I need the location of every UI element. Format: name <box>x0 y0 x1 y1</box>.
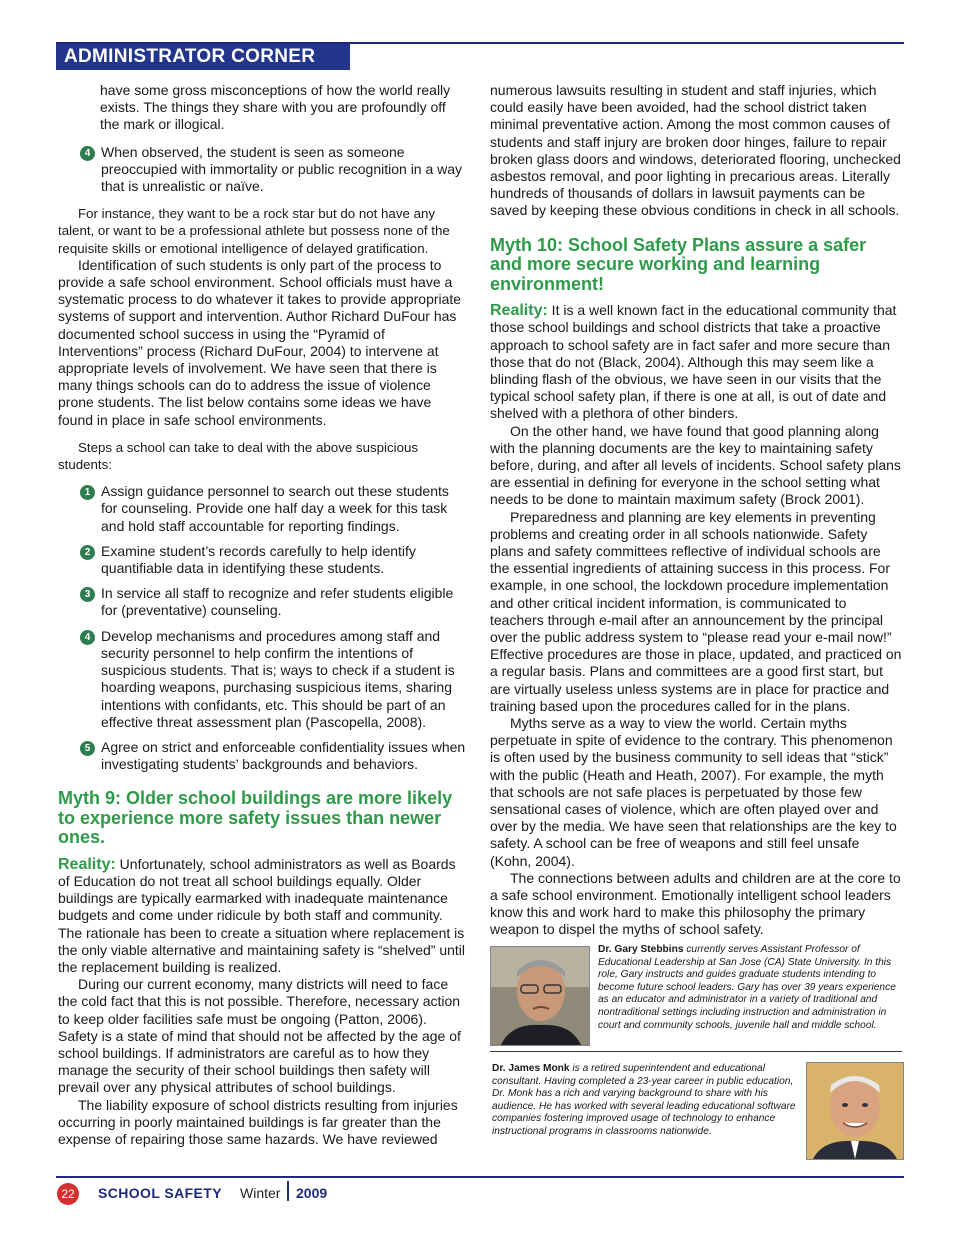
reality-text: It is a well known fact in the educational community that those school buildings and school districts that take a proactive approach to school safety are in fact safer and more secure than those that do not (Black, 2004). Although this may seem like a blinding flash of the obvious, we have seen in our visits that the typical school safety plan, if there is one at all, is out of date and shelved with a plethora of other binders. <box>490 302 897 422</box>
page-number: 22 <box>57 1183 79 1205</box>
intro-paragraph: have some gross misconceptions of how the world really exists. The things they share with you are profoundly off the mark or illogical. <box>100 82 451 133</box>
bio-monk <box>492 1063 796 1139</box>
list-item <box>58 739 466 773</box>
list-item-text: In service all staff to recognize and refer students eligible for (preventative) counseling. <box>101 585 454 619</box>
list-item-text: Agree on strict and enforceable confidentiality issues when investigating students’ backgrounds and behaviors. <box>101 738 466 773</box>
paragraph: Myths serve as a way to view the world. Certain myths perpetuate in spite of evidence to the contrary. This phenomenon is often used by the business community to sell ideas that “stick” with the public (Heath and Heath, 2007). For example, the myth that schools are not safe places is perpetuated by those few sensational cases of violence, which are often played over and over by the media. We have seen that relationships are the key to safety. A school can be free of weapons and still feel unsafe (Kohn, 2004). <box>490 715 897 869</box>
left-column <box>58 82 466 1148</box>
right-column <box>490 82 902 939</box>
section-header: ADMINISTRATOR CORNER <box>64 46 316 67</box>
list-item-text: Develop mechanisms and procedures among staff and security personnel to help confirm the intentions of suspicious students. That is; ways to check if a student is hoarding weapons, purchasing suspicious items, sharing intentions with confidants, etc. This should be part of an effective threat assessment plan (Pascopella, 2008). <box>101 627 455 730</box>
reality-label: Reality: <box>490 302 548 320</box>
bio-name: Dr. James Monk <box>492 1063 570 1074</box>
list-item <box>58 144 466 196</box>
bio-name: Dr. Gary Stebbins <box>598 944 684 955</box>
paragraph: Preparedness and planning are key elements in preventing problems and creating order in all schools nationwide. Safety plans and safety committees reflective of individual schools are the essential ingredients of attaining success in this process. For example, in one school, the lockdown procedure implementation and other critical incident information, is communicated to teachers through e-mail after an announcement by the principal over the public address system to “please read your e-mail now!” Effective procedures are those in place, updated, and practiced on a regular basis. Plans and committees are a good first start, but are virtually useless unless systems are in place for practice and training based upon the procedures called for in the plans. <box>490 508 902 714</box>
myth-9-heading: Myth 9: Older school buildings are more likely to experience more safety issues than newer ones. <box>58 788 453 848</box>
issue-season: Winter <box>240 1185 281 1201</box>
number-bullet: 4 <box>80 146 95 161</box>
publication-title: SCHOOL SAFETY <box>98 1185 222 1201</box>
list-item-text: Assign guidance personnel to search out these students for counseling. Provide one half day a week for this task and hold staff accountable for reporting findings. <box>101 483 449 534</box>
number-bullet: 2 <box>80 545 95 560</box>
issue-year: 2009 <box>296 1185 328 1201</box>
bio-divider <box>490 1051 902 1052</box>
list-item <box>58 483 466 535</box>
bio-text: currently serves Assistant Professor of Educational Leadership at San Jose (CA) State University. In this role, Gary instructs and guides graduate students intending to become future school leaders. Gary has over 39 years experience as an educator and administrator in a variety of traditional and nontraditional settings including instruction and administration in court and community schools, juvenile hall and middle school. <box>598 944 896 1031</box>
footer-divider <box>287 1181 289 1201</box>
paragraph: For instance, they want to be a rock star but do not have any talent, or want to be a professional athlete but possess none of the requisite skills or emotional intelligence of delayed gratification. <box>58 206 450 256</box>
list-item-text: When observed, the student is seen as someone preoccupied with immortality or public recognition in a way that is unrealistic or naïve. <box>101 143 463 195</box>
paragraph: Steps a school can take to deal with the above suspicious students: <box>58 439 419 473</box>
list-item <box>58 543 466 577</box>
number-bullet: 4 <box>80 630 95 645</box>
paragraph: During our current economy, many districts will need to face the cold fact that this is not possible. Therefore, necessary action to keep older facilities safe must be ongoing (Patton, 2006). Safety is a state of mind that should not be affected by the age of school buildings. If administrators are careful as to how they manage the security of their school buildings then safety will prevail over any physical attributes of school buildings. <box>58 976 461 1096</box>
list-item <box>58 628 466 731</box>
list-item <box>58 585 466 619</box>
paragraph: On the other hand, we have found that good planning along with the planning documents are the key to maintaining safety before, during, and after all levels of incidents. School safety plans are essential in defining for everyone in the school setting what needs to be done to maintain maximum safety (Brock 2001). <box>490 422 901 508</box>
author-photo-monk <box>806 1062 904 1160</box>
author-photo-stebbins <box>490 946 590 1046</box>
portrait-image <box>491 947 589 1045</box>
bio-stebbins <box>598 944 904 1032</box>
footer-rule <box>56 1176 904 1178</box>
myth-10-heading: Myth 10: School Safety Plans assure a safer and more secure working and learning environment! <box>490 234 867 294</box>
number-bullet: 3 <box>80 587 95 602</box>
paragraph: The connections between adults and children are at the core to a safe school environment. Emotionally intelligent school leaders know this and work hard to make this philosophy the primary weapon to dispel the myths of school safety. <box>490 869 901 938</box>
bio-text: is a retired superintendent and educational consultant. Having completed a 23-year career in public education, Dr. Monk has a rich and varying background to share with his audience. He has worked with several leading educational software companies fostering improved usage of technology to enhance instructional programs in classrooms nationwide. <box>492 1063 796 1137</box>
reality-text: Unfortunately, school administrators as well as Boards of Education do not treat all school buildings equally. Older buildings are typically earmarked with inadequate maintenance budgets and come under ridicule by both staff and community. The rationale has been to create a situation where replacement is the only viable alternative and maintaining safety is “shelved” until the replacement building is realized. <box>58 855 466 976</box>
paragraph: Identification of such students is only part of the process to provide a safe school environment. School officials must have a systematic process to do whatever it takes to provide appropriate systems of support and intervention. Author Richard DuFour has documented school success in using the “Pyramid of Interventions” process (Richard DuFour, 2004) to intervene at appropriate levels of involvement. We have seen that there is many things schools can do to address the issue of violence prone students. The list below contains some ideas we have found in place in safe school environments. <box>58 256 462 428</box>
list-item-text: Examine student’s records carefully to help identify quantifiable data in identifying these students. <box>101 542 416 577</box>
portrait-image <box>807 1063 903 1159</box>
number-bullet: 5 <box>80 741 95 756</box>
paragraph: The liability exposure of school districts resulting from injuries occurring in poorly maintained buildings is far greater than the expense of repairing those same hazards. We have reviewed <box>58 1096 458 1148</box>
paragraph: numerous lawsuits resulting in student and staff injuries, which could easily have been avoided, had the school district taken minimal preventative action. Among the most common causes of students and staff injury are broken door hinges, failure to repair broken glass doors and windows, deteriorated flooring, unchecked asbestos removal, and poor lighting in precarious areas. Literally hundreds of thousands of dollars in lawsuit payments can be saved by keeping these obvious conditions in check in all schools. <box>490 82 901 219</box>
paragraph <box>58 856 466 976</box>
paragraph <box>490 302 902 422</box>
number-bullet: 1 <box>80 485 95 500</box>
reality-label: Reality: <box>58 855 116 873</box>
